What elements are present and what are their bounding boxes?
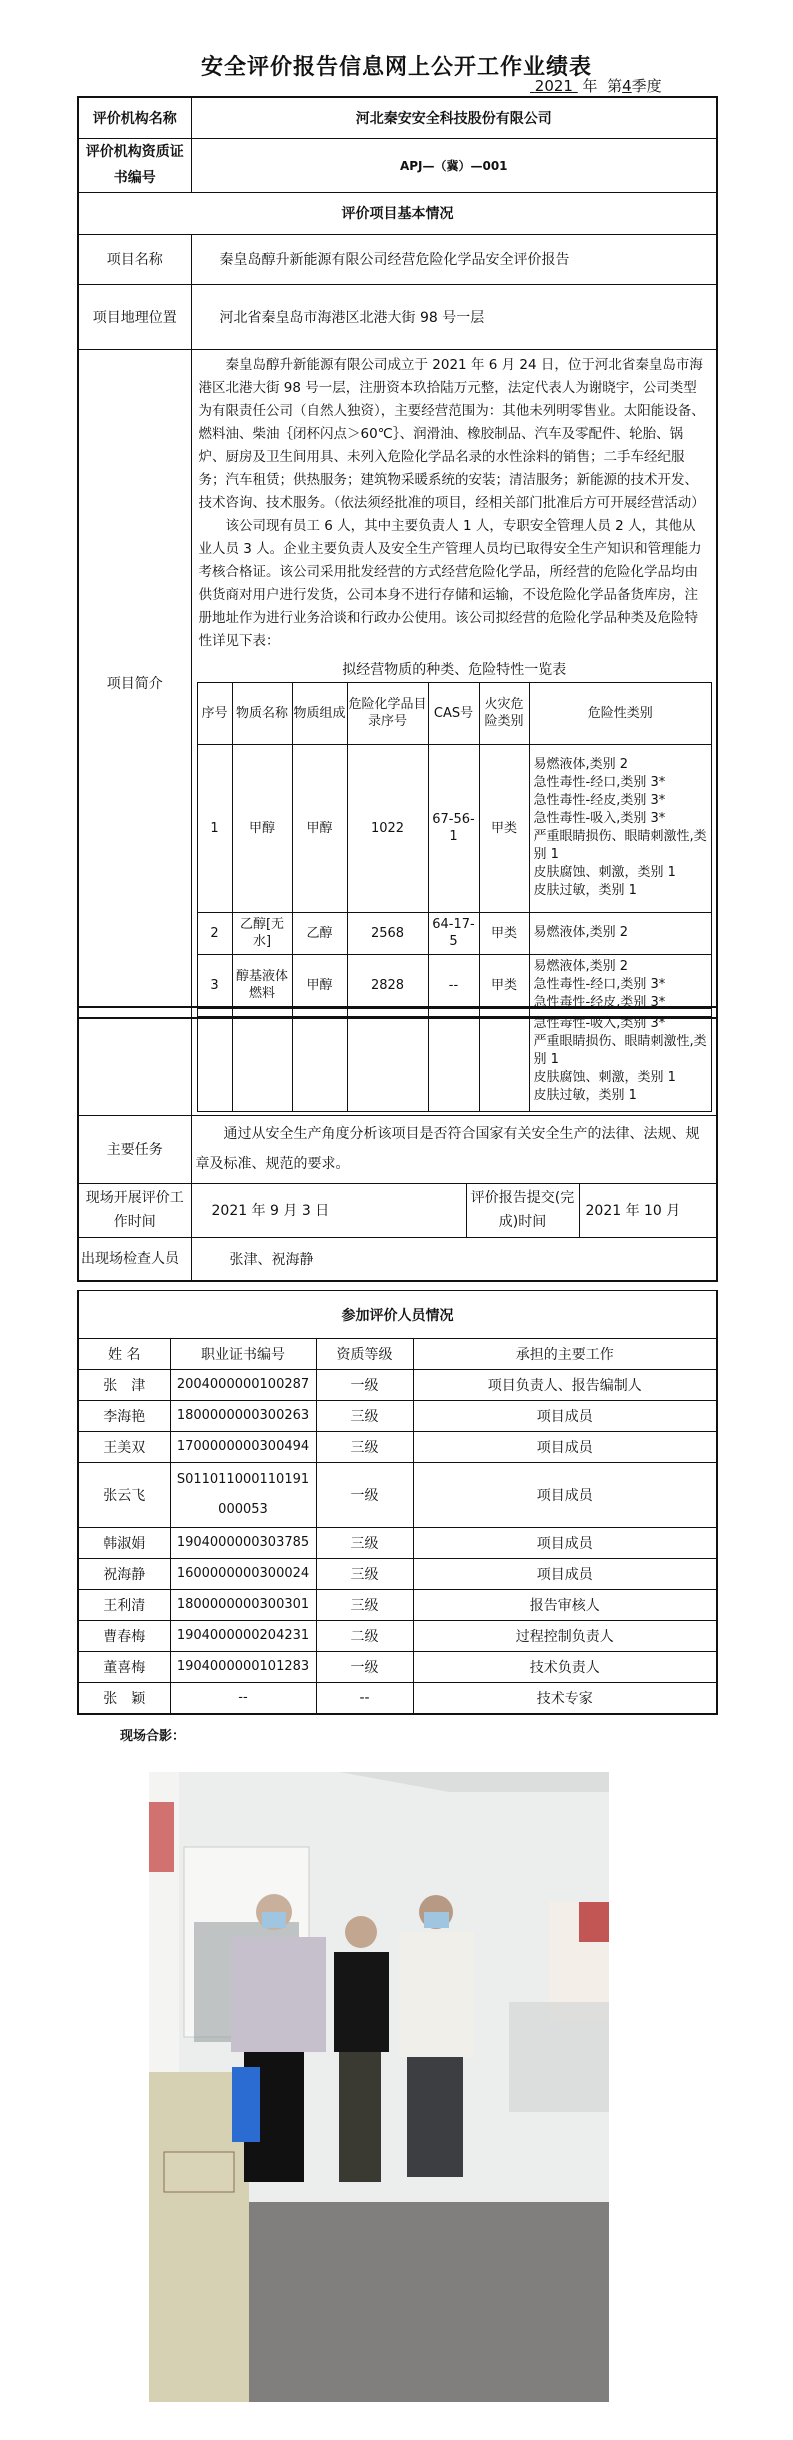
main-task-label: 主要任务 [78,1115,191,1183]
staff-header-row [78,1339,717,1370]
project-location-value: 河北省秦皇岛市海港区北港大街 98 号一层 [191,284,717,349]
staff-row [78,1463,717,1528]
staff-name: 韩淑娟 [78,1528,170,1559]
staff-work: 过程控制负责人 [413,1621,717,1652]
staff-header-level: 资质等级 [316,1339,413,1370]
staff-cert-number: 1800000000300301 [170,1590,316,1621]
staff-table [77,1290,718,1715]
staff-cert-number: 1904000000101283 [170,1652,316,1683]
substance-hazards [529,1009,712,1112]
staff-cert-number: S011011000110191000053 [170,1463,316,1528]
hazard-item: 皮肤腐蚀、刺激，类别 1 [533,865,676,880]
project-name-value: 秦皇岛醇升新能源有限公司经营危险化学品安全评价报告 [191,234,717,284]
project-location-label: 项目地理位置 [78,284,191,349]
staff-name: 王美双 [78,1432,170,1463]
intro-paragraph-1: 秦皇岛醇升新能源有限公司成立于 2021 年 6 月 24 日，位于河北省秦皇岛市海港区北港大街 98 号一层，注册资本玖拾陆万元整，法定代表人为谢晓宇，公司类型为有限责任公司（自然人独资），主要经营范围为：其他未列明零售业。太阳能设备、燃料油、柴油｛闭杯闪点＞60℃｝、润滑油、橡胶制品、汽车及零配件、轮胎、锅炉、厨房及卫生间用具、未列入危险化学品名录的水性涂料的销售；二手车经纪服务；汽车租赁；供热服务；建筑物采暖系统的安装；清洁服务；新能源的技术开发、技术咨询、技术服务。（依法须经批准的项目，经相关部门批准后方可开展经营活动） [198,356,705,511]
staff-level: 一级 [316,1463,413,1528]
substance-no: 1 [197,744,232,912]
staff-cert-number: 1904000000204231 [170,1621,316,1652]
project-name-row [78,234,717,284]
project-name-label: 项目名称 [78,234,191,284]
substances-table-continued [197,1008,713,1112]
onsite-time-label: 现场开展评价工作时间 [78,1183,191,1237]
staff-work: 项目成员 [413,1463,717,1528]
site-group-photo [149,1772,609,2402]
col-header-no: 序号 [197,682,232,744]
hazard-item: 急性毒性-经口,类别 3* [533,977,666,992]
substance-name: 乙醇[无水] [232,912,292,954]
staff-work: 项目成员 [413,1528,717,1559]
substance-row-continued [197,1009,712,1112]
substance-fire: 甲类 [479,912,529,954]
onsite-time-value: 2021 年 9 月 3 日 [191,1183,466,1237]
substance-hazards [529,912,712,954]
submit-time-label: 评价报告提交(完成)时间 [466,1183,579,1237]
staff-section-row [78,1291,717,1339]
project-location-row [78,284,717,349]
hazard-item: 严重眼睛损伤、眼睛刺激性,类别 1 [533,829,707,862]
staff-work: 项目负责人、报告编制人 [413,1370,717,1401]
staff-row [78,1370,717,1401]
staff-cert-number: 1700000000300494 [170,1432,316,1463]
substance-composition: 乙醇 [292,912,347,954]
inspectors-label: 出现场检查人员 [78,1237,191,1281]
substance-cas: 67-56-1 [428,744,479,912]
substance-catalog: 2568 [347,912,428,954]
col-header-hazard: 危险性类别 [529,682,712,744]
project-intro-row [78,349,717,1018]
staff-name: 祝海静 [78,1559,170,1590]
staff-row [78,1528,717,1559]
info-table-page2 [77,1006,718,1282]
hazard-item: 皮肤过敏，类别 1 [533,1088,637,1103]
staff-row [78,1432,717,1463]
staff-header-work: 承担的主要工作 [413,1339,717,1370]
staff-cert-number: -- [170,1683,316,1715]
staff-level: -- [316,1683,413,1715]
substance-composition: 甲醇 [292,954,347,1016]
staff-name: 董喜梅 [78,1652,170,1683]
substances-table-title: 拟经营物质的种类、危险特性一览表 [342,661,567,678]
substance-row [197,744,712,912]
substance-composition: 甲醇 [292,744,347,912]
hazard-item: 严重眼睛损伤、眼睛刺激性,类别 1 [533,1034,707,1067]
substance-catalog: 2828 [347,954,428,1016]
col-header-name: 物质名称 [232,682,292,744]
substance-no: 3 [197,954,232,1016]
org-name-row [78,97,717,138]
substance-fire: 甲类 [479,744,529,912]
staff-row [78,1590,717,1621]
substance-row [197,912,712,954]
hazard-item: 急性毒性-经皮,类别 3* [533,793,666,808]
hazard-item: 皮肤腐蚀、刺激，类别 1 [533,1070,676,1085]
org-name-value: 河北秦安安全科技股份有限公司 [191,97,717,138]
staff-row [78,1621,717,1652]
substance-catalog: 1022 [347,744,428,912]
col-header-fire: 火灾危险类别 [479,682,529,744]
substance-cas: 64-17-5 [428,912,479,954]
dates-row [78,1183,717,1237]
hazard-item: 易燃液体,类别 2 [533,959,629,974]
group-photo-illustration [149,1772,609,2402]
hazard-item: 皮肤过敏，类别 1 [533,883,637,898]
intro-continued-cell [191,1007,717,1115]
staff-level: 一级 [316,1370,413,1401]
staff-header-cert: 职业证书编号 [170,1339,316,1370]
org-name-label: 评价机构名称 [78,97,191,138]
info-table-page1 [77,96,718,1019]
staff-work: 报告审核人 [413,1590,717,1621]
staff-level: 一级 [316,1652,413,1683]
hazard-item: 急性毒性-经皮,类别 3* [533,995,666,1010]
year-suffix: 年 [582,77,598,95]
staff-cert-number: 1904000000303785 [170,1528,316,1559]
substance-hazards [529,744,712,912]
staff-row [78,1401,717,1432]
document-title: 安全评价报告信息网上公开工作业绩表 [200,55,592,80]
staff-section-title: 参加评价人员情况 [78,1291,717,1339]
col-header-cas: CAS号 [428,682,479,744]
substance-name: 甲醇 [232,744,292,912]
project-section-row [78,192,717,234]
report-period [530,75,662,96]
staff-name: 张云飞 [78,1463,170,1528]
inspectors-row [78,1237,717,1281]
staff-name: 张 颖 [78,1683,170,1715]
project-intro-cell [191,349,717,1018]
staff-level: 三级 [316,1590,413,1621]
substances-header-row [197,682,712,744]
project-intro-label: 项目简介 [78,349,191,1018]
substances-table [197,682,713,1017]
staff-cert-number: 1600000000300024 [170,1559,316,1590]
intro-paragraph-2: 该公司现有员工 6 人，其中主要负责人 1 人，专职安全管理人员 2 人，其他从业人员 3 人。企业主要负责人及安全生产管理人员均已取得安全生产知识和管理能力考核合格证。该公司采用批发经营的方式经营危险化学品，所经营的危险化学品均由供货商对用户进行发货，公司本身不进行存储和运输，不设危险化学品备货库房，注册地址作为进行业务洽谈和行政办公使用。该公司拟经营的危险化学品种类及危险特性详见下表： [198,517,702,649]
staff-row [78,1559,717,1590]
staff-level: 三级 [316,1559,413,1590]
staff-name: 王利清 [78,1590,170,1621]
substance-no: 2 [197,912,232,954]
staff-name: 李海艳 [78,1401,170,1432]
hazard-item: 急性毒性-吸入,类别 3* [533,811,666,826]
hazard-item: 急性毒性-经口,类别 3* [533,775,666,790]
staff-level: 三级 [316,1401,413,1432]
org-cert-row [78,138,717,192]
staff-name: 曹春梅 [78,1621,170,1652]
staff-row [78,1683,717,1715]
staff-work: 项目成员 [413,1559,717,1590]
staff-cert-number: 2004000000100287 [170,1370,316,1401]
staff-name: 张 津 [78,1370,170,1401]
staff-work: 项目成员 [413,1401,717,1432]
staff-header-name: 姓 名 [78,1339,170,1370]
submit-time-value: 2021 年 10 月 [579,1183,717,1237]
quarter-prefix: 第 [607,77,623,95]
intro-continued-row [78,1007,717,1115]
photo-label: 现场合影： [120,1729,186,1744]
substance-cas: -- [428,954,479,1016]
inspectors-value: 张津、祝海静 [191,1237,717,1281]
main-task-value: 通过从安全生产角度分析该项目是否符合国家有关安全生产的法律、法规、规章及标准、规范的要求。 [191,1115,717,1183]
period-year: 2021 [534,77,573,95]
staff-work: 技术专家 [413,1683,717,1715]
org-cert-value: APJ—（冀）—001 [191,138,717,192]
period-quarter: 4 [622,77,632,95]
project-section-title: 评价项目基本情况 [78,192,717,234]
quarter-suffix: 季度 [631,77,662,95]
hazard-item: 易燃液体,类别 2 [533,925,629,940]
staff-level: 三级 [316,1432,413,1463]
substance-fire: 甲类 [479,954,529,1016]
main-task-row [78,1115,717,1183]
staff-row [78,1652,717,1683]
org-cert-label: 评价机构资质证书编号 [78,138,191,192]
col-header-catalog: 危险化学品目录序号 [347,682,428,744]
hazard-item: 易燃液体,类别 2 [533,757,629,772]
staff-level: 三级 [316,1528,413,1559]
staff-work: 项目成员 [413,1432,717,1463]
staff-work: 技术负责人 [413,1652,717,1683]
substance-name: 醇基液体燃料 [232,954,292,1016]
staff-level: 二级 [316,1621,413,1652]
staff-cert-number: 1800000000300263 [170,1401,316,1432]
intro-continued-label [78,1007,191,1115]
hazard-item: 急性毒性-吸入,类别 3* [533,1016,666,1031]
col-header-composition: 物质组成 [292,682,347,744]
